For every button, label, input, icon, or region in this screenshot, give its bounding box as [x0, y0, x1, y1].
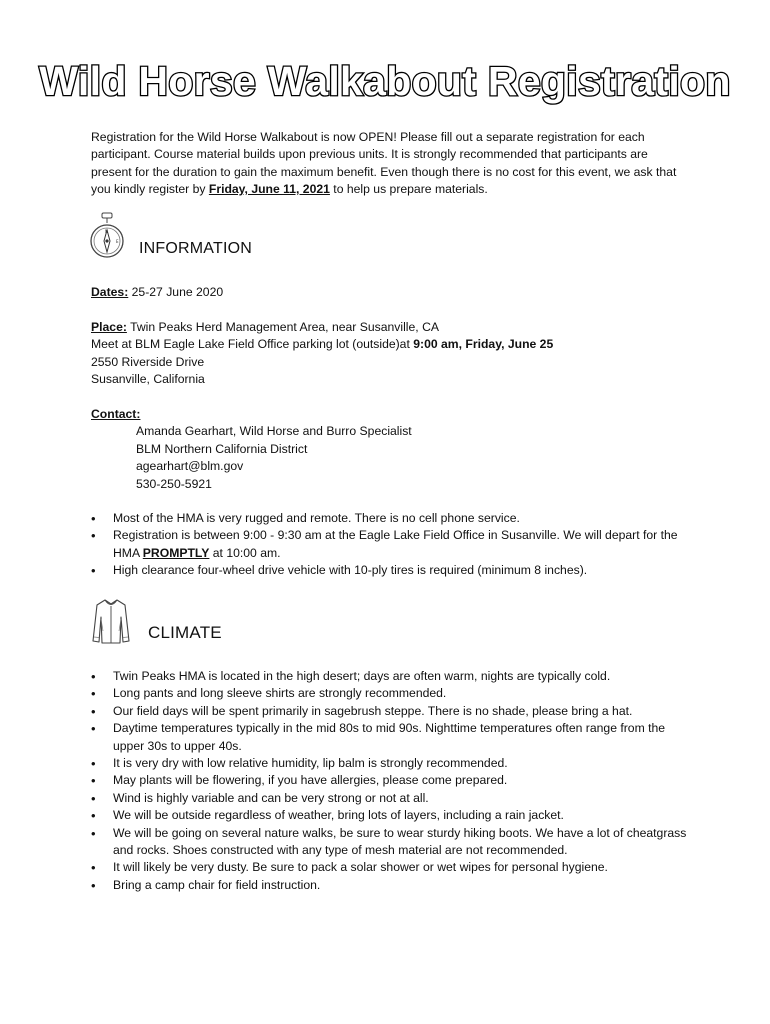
climate-heading — [89, 597, 222, 647]
title-wrap — [0, 58, 770, 105]
page-title: Wild Horse Walkabout Registration — [39, 58, 731, 104]
meet-line — [91, 336, 691, 353]
meet-time: 9:00 am, Friday, June 25 — [413, 337, 554, 352]
list-item: • We will be going on several nature walks, be sure to wear sturdy hiking boots. We have a lot of cheatgrass and rocks. Shoes constructed with any type of mesh material are not recommended. — [91, 825, 691, 860]
list-item — [91, 527, 691, 562]
contact-name: Amanda Gearhart, Wild Horse and Burro Specialist — [136, 424, 412, 439]
departure-time-text: at 10:00 am. — [209, 545, 281, 560]
list-item: • Long pants and long sleeve shirts are strongly recommended. — [91, 685, 691, 702]
place-label: Place: — [91, 320, 127, 334]
list-item: • Bring a camp chair for field instruction. — [91, 877, 691, 894]
list-item: • It is very dry with low relative humidity, lip balm is strongly recommended. — [91, 755, 691, 772]
registration-deadline: Friday, June 11, 2021 — [208, 182, 330, 197]
dates-value: 25-27 June 2020 — [128, 285, 224, 299]
dates-label: Dates: — [91, 285, 129, 299]
dates-line — [91, 284, 223, 301]
meet-text: Meet at BLM Eagle Lake Field Office parking lot (outside)at — [91, 337, 414, 352]
climate-label: CLIMATE — [148, 623, 222, 642]
list-item: • Wind is highly variable and can be very strong or not at all. — [91, 790, 691, 807]
list-item: • May plants will be flowering, if you have allergies, please come prepared. — [91, 772, 691, 789]
compass-icon — [89, 212, 129, 262]
promptly-emphasis: PROMPTLY — [142, 545, 210, 560]
contact-org: BLM Northern California District — [136, 441, 308, 456]
list-item: • Most of the HMA is very rugged and remote. There is no cell phone service. — [91, 510, 691, 527]
intro-text-before: Registration for the Wild Horse Walkabout is now OPEN! Please fill out a separate registration for each participant. Course material builds upon previous units. It is strongly recommended that participants are present for the duration to gain the maximum benefit. Even though there is no cost for this event, we ask that you kindly register by — [91, 130, 677, 197]
list-item: • We will be outside regardless of weather, bring lots of layers, including a rain jacket. — [91, 807, 691, 824]
contact-label: Contact: — [91, 407, 141, 421]
information-heading — [89, 212, 252, 262]
svg-text:E: E — [116, 239, 119, 244]
list-item: • Daytime temperatures typically in the mid 80s to mid 90s. Nighttime temperatures often range from the upper 30s to upper 40s. — [91, 720, 691, 755]
climate-bullet-list — [91, 668, 691, 894]
contact-phone: 530-250-5921 — [136, 476, 212, 491]
place-value: Twin Peaks Herd Management Area, near Susanville, CA — [126, 320, 439, 334]
list-item: • Twin Peaks HMA is located in the high desert; days are often warm, nights are typically cold. — [91, 668, 691, 685]
registration-text: Registration is between 9:00 - 9:30 am at the Eagle Lake Field Office in Susanville. We will depart for the HMA — [113, 528, 678, 560]
address-line-2: Susanville, California — [91, 372, 205, 387]
intro-text-after: to help us prepare materials. — [329, 182, 488, 197]
list-item: • High clearance four-wheel drive vehicle with 10-ply tires is required (minimum 8 inches). — [91, 562, 691, 579]
jacket-icon — [89, 597, 133, 647]
information-label: INFORMATION — [139, 240, 253, 257]
contact-email: agearhart@blm.gov — [136, 459, 244, 474]
address-line-1: 2550 Riverside Drive — [91, 354, 205, 369]
list-item: • Our field days will be spent primarily in sagebrush steppe. There is no shade, please bring a hat. — [91, 703, 691, 720]
list-item: • It will likely be very dusty. Be sure to pack a solar shower or wet wipes for personal hygiene. — [91, 859, 691, 876]
svg-text:N: N — [105, 229, 108, 234]
place-block — [91, 319, 691, 389]
intro-paragraph — [91, 129, 691, 199]
contact-block — [91, 406, 691, 493]
information-bullet-list — [91, 510, 691, 580]
place-line — [91, 319, 691, 336]
